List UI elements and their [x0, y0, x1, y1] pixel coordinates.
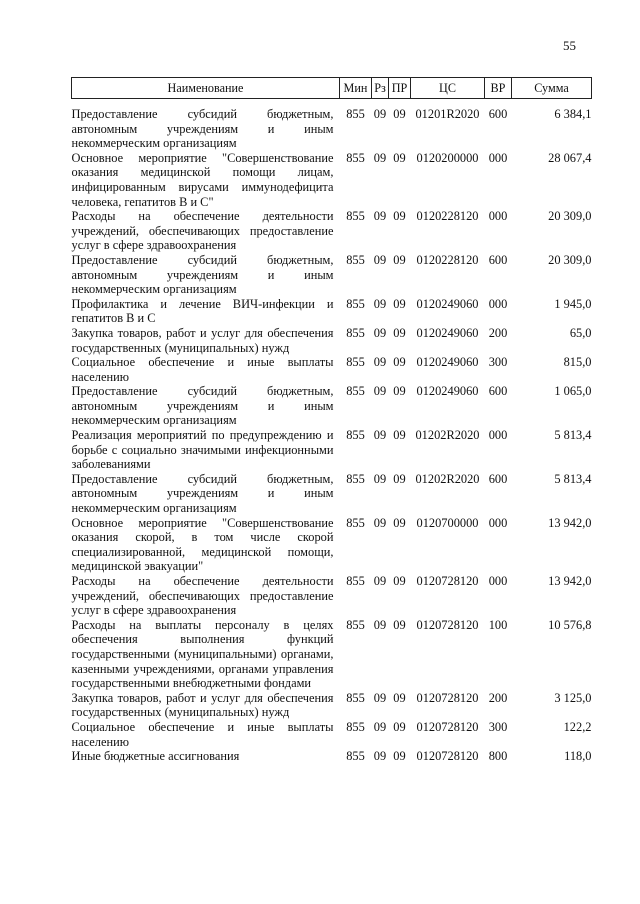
row-name: Реализация мероприятий по предупреждению и борьбе с социально значимыми инфекционными заболеваниями: [71, 428, 334, 472]
row-rz: 09: [373, 749, 387, 764]
row-cs: 0120728120: [416, 719, 479, 734]
row-vr: 000: [488, 515, 508, 530]
row-min: 855: [346, 384, 365, 399]
page-number: 55: [563, 38, 576, 53]
row-name: Закупка товаров, работ и услуг для обеспечения государственных (муниципальных) нужд: [71, 690, 334, 720]
row-cs: 0120249060: [416, 355, 479, 370]
row-cs: 0120200000: [416, 150, 479, 165]
row-sum: 1 065,0: [554, 384, 592, 399]
row-pr: 09: [393, 428, 406, 443]
row-min: 855: [346, 209, 365, 224]
header-min: Мин: [340, 78, 372, 99]
row-cs: 0120728120: [416, 749, 479, 764]
row-sum: 122,2: [563, 719, 592, 734]
row-sum: 1 945,0: [554, 296, 592, 311]
row-min: 855: [346, 617, 365, 632]
row-cs: 01202R2020: [415, 471, 480, 486]
row-sum: 5 813,4: [554, 428, 592, 443]
row-rz: 09: [373, 296, 387, 311]
row-min: 855: [346, 719, 365, 734]
row-pr: 09: [393, 209, 406, 224]
row-sum: 65,0: [569, 325, 592, 340]
row-cs: 01202R2020: [415, 428, 480, 443]
row-pr: 09: [393, 296, 406, 311]
row-name: Расходы на выплаты персоналу в целях обеспечения выполнения функций государственными (муниципальными) органами, казенными учреждениями, органами управления государственными внебюджетными фондами: [71, 617, 334, 691]
row-rz: 09: [373, 617, 387, 632]
row-vr: 600: [488, 384, 508, 399]
row-pr: 09: [393, 617, 406, 632]
row-min: 855: [346, 690, 365, 705]
row-rz: 09: [373, 355, 387, 370]
row-rz: 09: [373, 150, 387, 165]
row-cs: 0120249060: [416, 325, 479, 340]
row-min: 855: [346, 574, 365, 588]
row-rz: 09: [373, 209, 387, 224]
table-row: [72, 428, 592, 472]
row-vr: 800: [488, 749, 508, 764]
table-row: [72, 720, 592, 749]
row-name: Основное мероприятие "Совершенствование оказания медицинской помощи лицам, инфицированным вирусами иммунодефицита человека, гепатитов В и С": [71, 150, 334, 209]
row-sum: 13 942,0: [548, 515, 592, 530]
row-name: Предоставление субсидий бюджетным, автономным учреждениям и иным некоммерческим организациям: [71, 252, 334, 297]
row-sum: 13 942,0: [548, 574, 592, 588]
budget-table: [71, 77, 592, 764]
row-min: 855: [346, 107, 365, 121]
row-name: Предоставление субсидий бюджетным, автономным учреждениям и иным некоммерческим организациям: [71, 384, 334, 428]
row-rz: 09: [373, 574, 387, 588]
row-cs: 0120728120: [416, 617, 479, 632]
row-sum: 815,0: [563, 355, 592, 370]
table-row: [72, 297, 592, 326]
row-vr: 200: [488, 325, 508, 340]
row-sum: 6 384,1: [554, 107, 592, 121]
row-name: Социальное обеспечение и иные выплаты населению: [71, 355, 334, 384]
row-cs: 0120249060: [416, 296, 479, 311]
row-rz: 09: [373, 428, 387, 443]
row-vr: 600: [488, 471, 508, 486]
table-body: [72, 99, 592, 764]
row-rz: 09: [373, 515, 387, 530]
row-name: Предоставление субсидий бюджетным, автономным учреждениям и иным некоммерческим организациям: [71, 471, 334, 516]
row-pr: 09: [393, 690, 406, 705]
header-rz: Рз: [372, 78, 389, 99]
row-name: Иные бюджетные ассигнования: [71, 749, 240, 764]
row-min: 855: [346, 252, 365, 267]
row-name: Закупка товаров, работ и услуг для обеспечения государственных (муниципальных) нужд: [71, 325, 334, 355]
row-rz: 09: [373, 471, 387, 486]
row-cs: 0120228120: [416, 252, 479, 267]
row-min: 855: [346, 355, 365, 370]
row-sum: 3 125,0: [554, 690, 592, 705]
table-row: [72, 99, 592, 151]
row-name: Расходы на обеспечение деятельности учреждений, обеспечивающих предоставление услуг в сфере здравоохранения: [71, 574, 334, 618]
row-name: Основное мероприятие "Совершенствование оказания скорой, в том числе скорой специализированной, медицинской помощи, медицинской эвакуации": [71, 515, 334, 574]
header-cs: ЦС: [411, 78, 485, 99]
header-name: Наименование: [72, 78, 340, 99]
row-name: Профилактика и лечение ВИЧ-инфекции и гепатитов В и С: [71, 296, 334, 326]
table-row: [72, 691, 592, 720]
table-row: [72, 384, 592, 428]
row-pr: 09: [393, 749, 406, 764]
row-vr: 200: [488, 690, 508, 705]
header-vr: ВР: [485, 78, 512, 99]
row-cs: 0120728120: [416, 574, 479, 588]
table-row: [72, 749, 592, 764]
row-sum: 10 576,8: [548, 617, 592, 632]
table-row: [72, 326, 592, 355]
row-rz: 09: [373, 384, 387, 399]
row-vr: 600: [488, 107, 508, 121]
row-cs: 01201R2020: [415, 107, 480, 121]
row-vr: 000: [488, 428, 508, 443]
row-name: Предоставление субсидий бюджетным, автономным учреждениям и иным некоммерческим организациям: [71, 107, 334, 151]
row-vr: 000: [488, 209, 508, 224]
row-cs: 0120700000: [416, 515, 479, 530]
table-row: [72, 618, 592, 691]
row-rz: 09: [373, 690, 387, 705]
row-vr: 300: [488, 719, 508, 734]
row-sum: 5 813,4: [554, 471, 592, 486]
row-vr: 100: [488, 617, 508, 632]
row-name: Расходы на обеспечение деятельности учреждений, обеспечивающих предоставление услуг в сфере здравоохранения: [71, 209, 334, 253]
row-rz: 09: [373, 719, 387, 734]
row-vr: 000: [488, 150, 508, 165]
row-pr: 09: [393, 384, 406, 399]
row-pr: 09: [393, 574, 406, 588]
row-pr: 09: [393, 107, 406, 121]
row-vr: 000: [488, 574, 508, 588]
row-min: 855: [346, 471, 365, 486]
table-header-row: [72, 78, 592, 99]
row-min: 855: [346, 150, 365, 165]
row-vr: 300: [488, 355, 508, 370]
row-rz: 09: [373, 325, 387, 340]
row-sum: 118,0: [564, 749, 592, 764]
table-row: [72, 516, 592, 574]
row-min: 855: [346, 749, 365, 764]
row-pr: 09: [393, 471, 406, 486]
row-sum: 28 067,4: [548, 150, 592, 165]
row-vr: 000: [488, 296, 508, 311]
row-sum: 20 309,0: [548, 252, 592, 267]
row-vr: 600: [488, 252, 508, 267]
row-sum: 20 309,0: [548, 209, 592, 224]
row-min: 855: [346, 428, 365, 443]
row-rz: 09: [373, 252, 387, 267]
table-row: [72, 209, 592, 253]
header-sum: Сумма: [512, 78, 592, 99]
row-pr: 09: [393, 252, 406, 267]
header-pr: ПР: [389, 78, 411, 99]
row-min: 855: [346, 325, 365, 340]
row-min: 855: [346, 515, 365, 530]
row-min: 855: [346, 296, 365, 311]
row-cs: 0120228120: [416, 209, 479, 224]
row-pr: 09: [393, 515, 406, 530]
row-pr: 09: [393, 355, 406, 370]
table-row: [72, 574, 592, 618]
row-name: Социальное обеспечение и иные выплаты населению: [71, 719, 334, 749]
row-cs: 0120249060: [416, 384, 479, 399]
row-pr: 09: [393, 325, 406, 340]
table-row: [72, 253, 592, 297]
row-pr: 09: [393, 719, 406, 734]
table-row: [72, 355, 592, 384]
row-cs: 0120728120: [416, 690, 479, 705]
row-rz: 09: [373, 107, 387, 121]
table-row: [72, 472, 592, 516]
table-row: [72, 151, 592, 209]
row-pr: 09: [393, 150, 406, 165]
